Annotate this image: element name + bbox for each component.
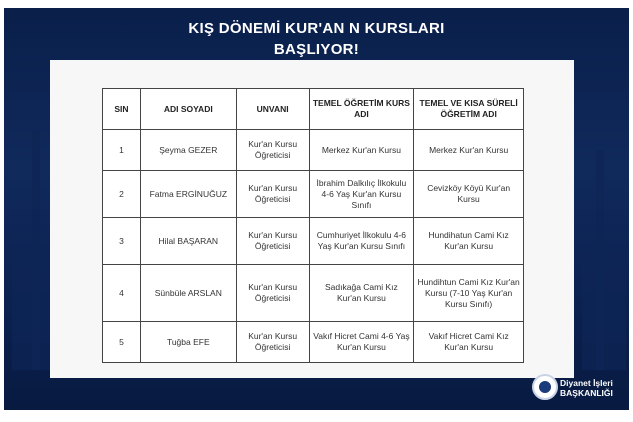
cell-name: Sünbüle ARSLAN (140, 265, 236, 322)
cell-sin: 4 (103, 265, 141, 322)
banner-title (4, 18, 629, 60)
cell-short-course: Hundihatun Cami Kız Kur'an Kursu (414, 218, 524, 265)
cell-short-course: Merkez Kur'an Kursu (414, 130, 524, 171)
minaret-left (32, 130, 40, 370)
cell-title: Kur'an Kursu Öğreticisi (236, 130, 309, 171)
cell-basic-course: Cumhuriyet İlkokulu 4-6 Yaş Kur'an Kursu Sınıfı (309, 218, 414, 265)
cell-sin: 5 (103, 322, 141, 363)
brand-text (560, 378, 613, 398)
cell-title: Kur'an Kursu Öğreticisi (236, 218, 309, 265)
title-line-1: KIŞ DÖNEMİ KUR'AN N KURSLARI (188, 20, 445, 37)
cell-basic-course: İbrahim Dalkılıç İlkokulu 4-6 Yaş Kur'an Kursu Sınıfı (309, 171, 414, 218)
header-title: UNVANI (236, 89, 309, 130)
table-row (103, 218, 524, 265)
title-line-2: BAŞLIYOR! (273, 41, 360, 58)
header-basic-course: TEMEL ÖĞRETİM KURS ADI (309, 89, 414, 130)
cell-sin: 3 (103, 218, 141, 265)
diyanet-logo-icon (532, 374, 558, 400)
cell-title: Kur'an Kursu Öğreticisi (236, 265, 309, 322)
cell-short-course: Cevizköy Köyü Kur'an Kursu (414, 171, 524, 218)
header-short-course: TEMEL VE KISA SÜRELİ ÖĞRETİM ADI (414, 89, 524, 130)
header-name: ADI SOYADI (140, 89, 236, 130)
brand-line-1: Diyanet İşleri (560, 378, 613, 388)
cell-basic-course: Sadıkağa Cami Kız Kur'an Kursu (309, 265, 414, 322)
mosque-silhouette-right (582, 260, 626, 370)
cell-basic-course: Vakıf Hicret Cami 4-6 Yaş Kur'an Kursu (309, 322, 414, 363)
cell-name: Tuğba EFE (140, 322, 236, 363)
cell-sin: 1 (103, 130, 141, 171)
table-row (103, 265, 524, 322)
cell-title: Kur'an Kursu Öğreticisi (236, 171, 309, 218)
course-table (102, 88, 524, 363)
table-row (103, 171, 524, 218)
header-sin: SIN (103, 89, 141, 130)
cell-short-course: Hundihtun Cami Kız Kur'an Kursu (7-10 Yaş Kur'an Kursu Sınıfı) (414, 265, 524, 322)
cell-title: Kur'an Kursu Öğreticisi (236, 322, 309, 363)
banner-frame (4, 8, 629, 410)
cell-basic-course: Merkez Kur'an Kursu (309, 130, 414, 171)
cell-name: Fatma ERGİNUĞUZ (140, 171, 236, 218)
minaret-right (596, 150, 604, 370)
table-header-row (103, 89, 524, 130)
cell-sin: 2 (103, 171, 141, 218)
cell-name: Şeyma GEZER (140, 130, 236, 171)
table-row (103, 130, 524, 171)
brand-line-2: BAŞKANLIĞI (560, 388, 613, 398)
cell-name: Hilal BAŞARAN (140, 218, 236, 265)
table-row (103, 322, 524, 363)
table-panel (50, 60, 574, 378)
cell-short-course: Vakıf Hicret Cami Kız Kur'an Kursu (414, 322, 524, 363)
